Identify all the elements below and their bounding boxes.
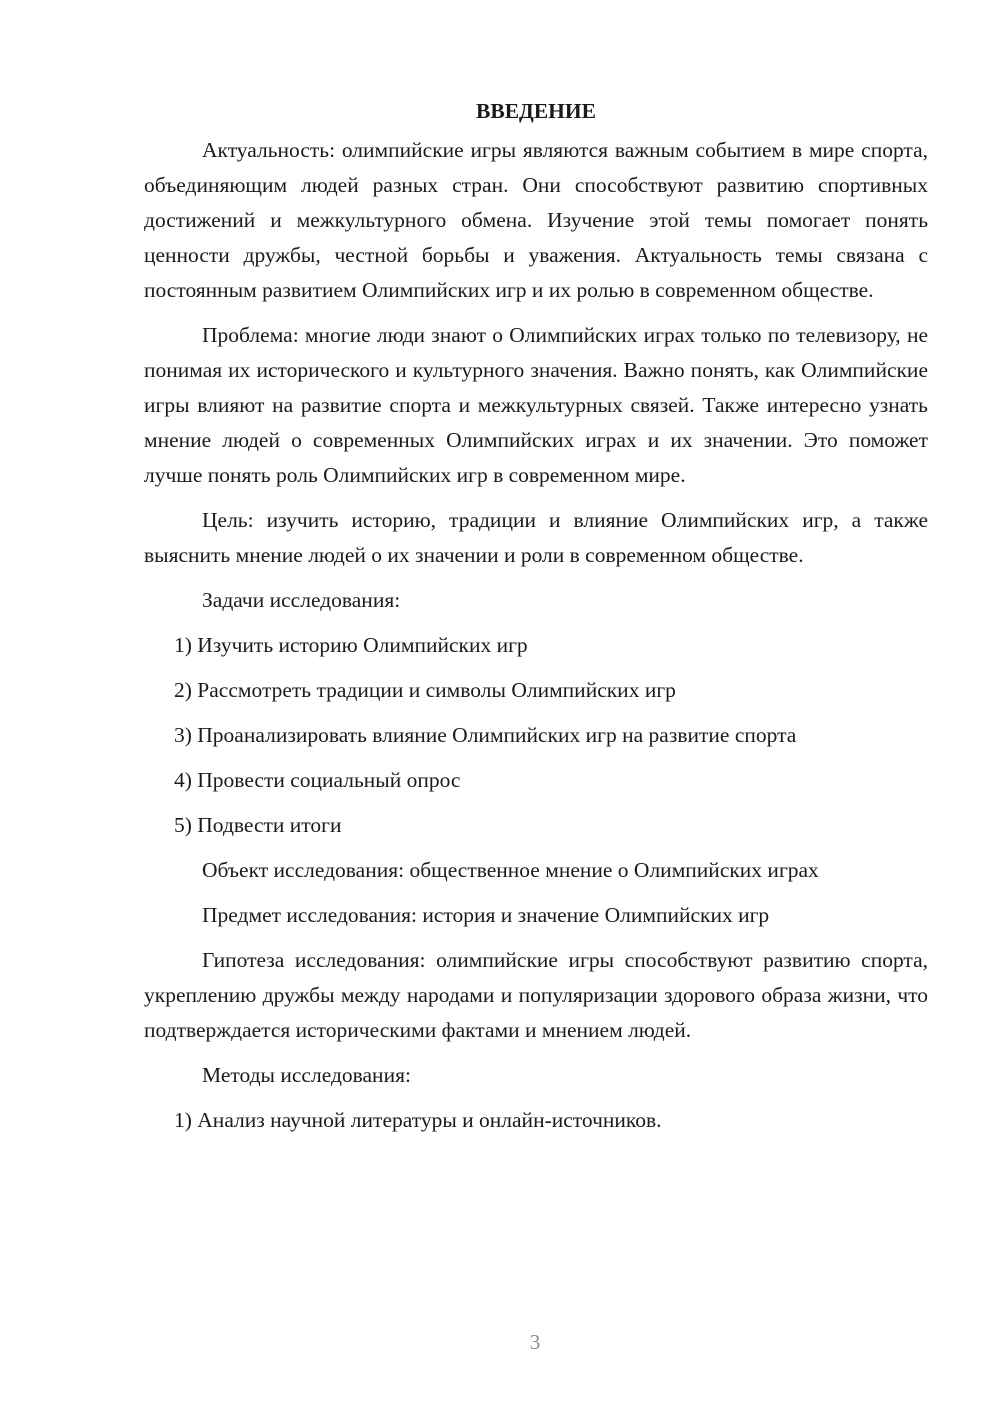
tasks-heading: Задачи исследования: bbox=[202, 588, 401, 612]
hypothesis-paragraph: Гипотеза исследования: олимпийские игры способствуют развитию спорта, укреплению дружбы между народами и популяризации здорового образа жизни, что подтверждается историческими фактами и мнением людей. bbox=[144, 948, 928, 1042]
page-number: 3 bbox=[529, 1330, 541, 1354]
task-item: 1) Изучить историю Олимпийских игр bbox=[174, 633, 528, 657]
task-item: 2) Рассмотреть традиции и символы Олимпийских игр bbox=[174, 678, 676, 702]
section-heading: ВВЕДЕНИЕ bbox=[476, 99, 596, 123]
methods-heading: Методы исследования: bbox=[202, 1063, 411, 1087]
task-item: 3) Проанализировать влияние Олимпийских игр на развитие спорта bbox=[174, 723, 797, 747]
relevance-paragraph: Актуальность: олимпийские игры являются важным событием в мире спорта, объединяющим людей разных стран. Они способствуют развитию спортивных достижений и межкультурного обмена. Изучение этой темы помогает понять ценности дружбы, честной борьбы и уважения. Актуальность темы связана с постоянным развитием Олимпийских игр и их ролью в современном обществе. bbox=[144, 138, 928, 302]
document-body bbox=[144, 94, 928, 1148]
task-item: 5) Подвести итоги bbox=[174, 813, 342, 837]
problem-paragraph: Проблема: многие люди знают о Олимпийских играх только по телевизору, не понимая их исторического и культурного значения. Важно понять, как Олимпийские игры влияют на развитие спорта и межкультурных связей. Также интересно узнать мнение людей о современных Олимпийских играх и их значении. Это поможет лучше понять роль Олимпийских игр в современном мире. bbox=[144, 323, 928, 487]
task-item: 4) Провести социальный опрос bbox=[174, 768, 461, 792]
research-object: Объект исследования: общественное мнение о Олимпийских играх bbox=[202, 858, 819, 882]
goal-paragraph: Цель: изучить историю, традиции и влияние Олимпийских игр, а также выяснить мнение людей о их значении и роли в современном обществе. bbox=[144, 508, 928, 567]
research-subject: Предмет исследования: история и значение Олимпийских игр bbox=[202, 903, 770, 927]
method-item: 1) Анализ научной литературы и онлайн-источников. bbox=[174, 1108, 662, 1132]
